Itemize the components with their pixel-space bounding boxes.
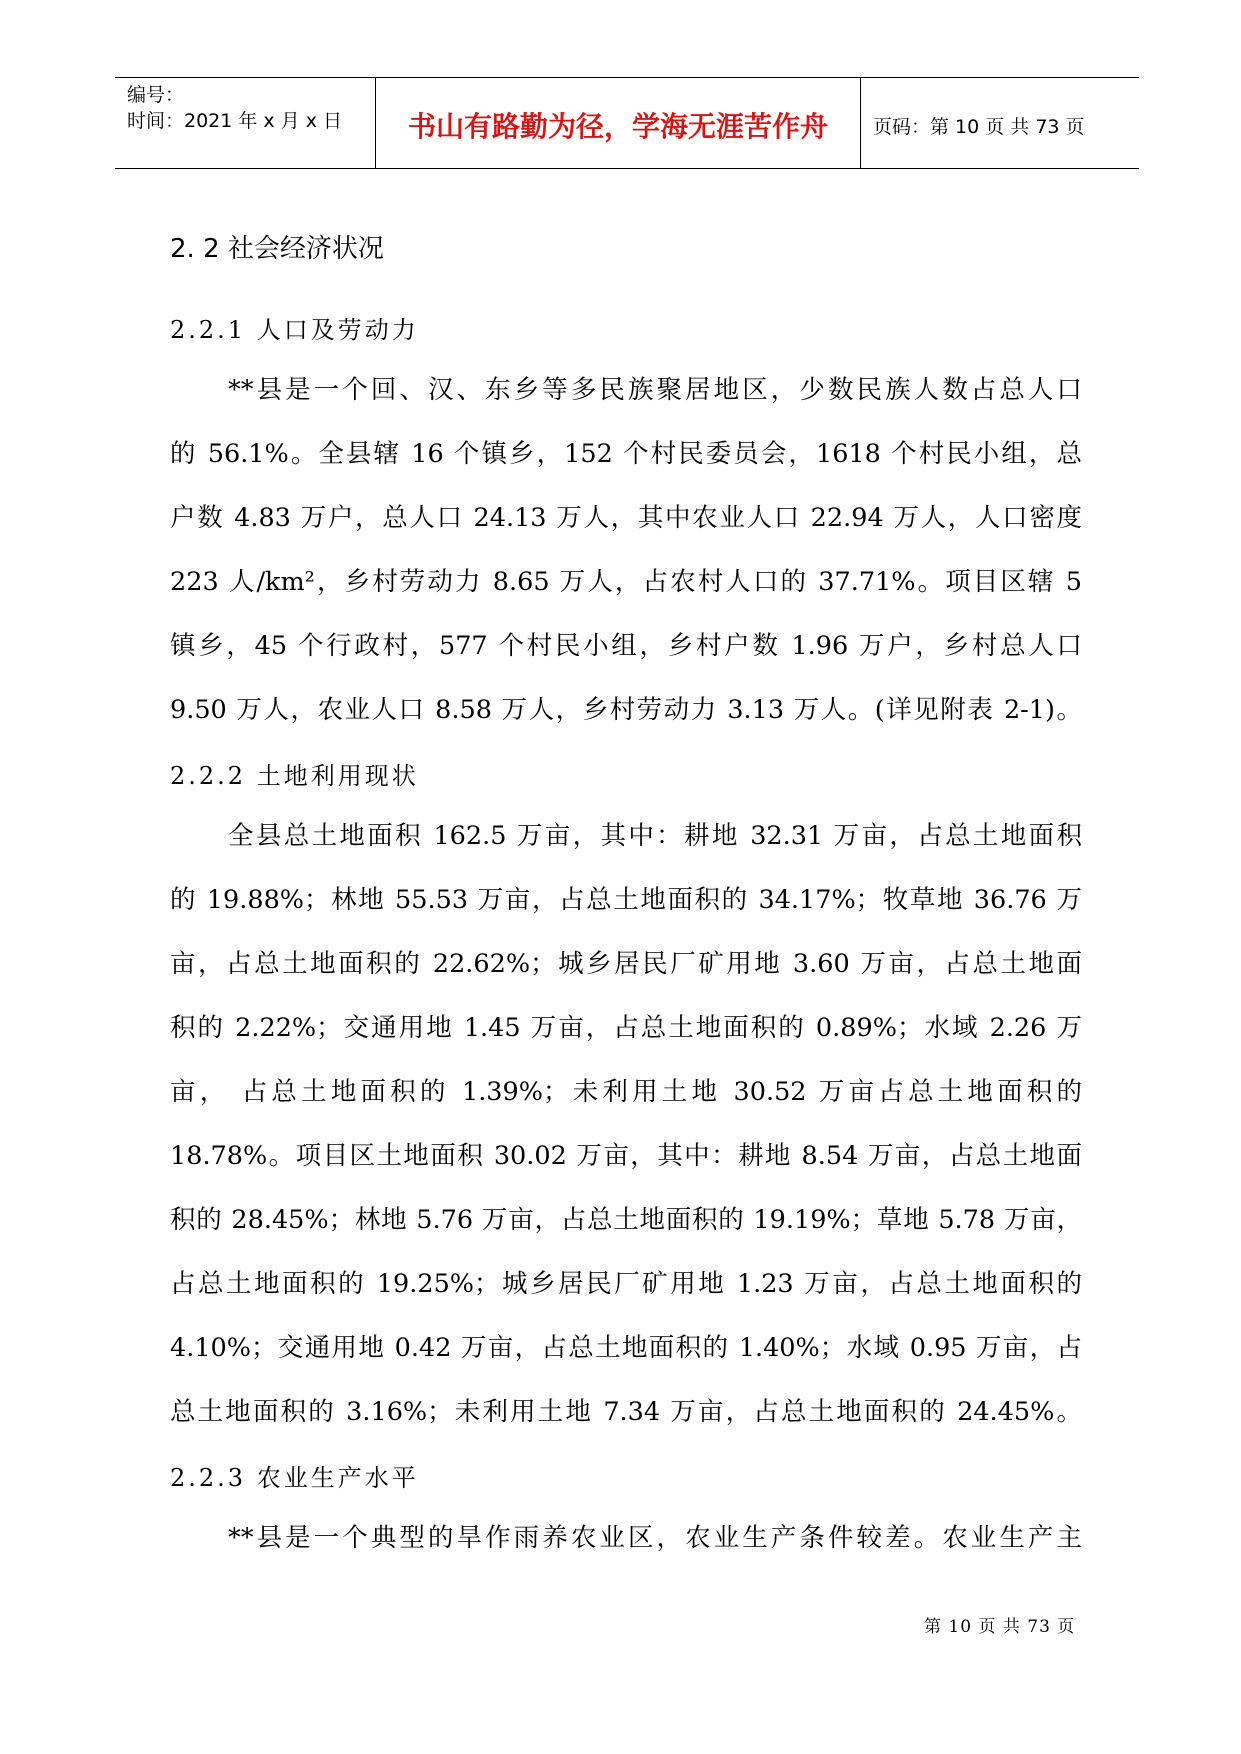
header-info-cell	[115, 78, 375, 168]
section-title-2-2-1: 2.2.1 人口及劳动力	[170, 316, 419, 344]
paragraph-line: 亩， 占总土地面积的 1.39%；未利用土地 30.52 万亩占总土地面积的	[170, 1077, 1082, 1107]
paragraph-line: 全县总土地面积 162.5 万亩，其中：耕地 32.31 万亩，占总土地面积	[228, 821, 1082, 851]
paragraph-line: 的 56.1%。全县辖 16 个镇乡，152 个村民委员会，1618 个村民小组，总	[170, 439, 1082, 469]
paragraph-line: 镇乡，45 个行政村，577 个村民小组，乡村户数 1.96 万户，乡村总人口	[170, 631, 1082, 661]
paragraph-line: **县是一个回、汉、东乡等多民族聚居地区，少数民族人数占总人口	[228, 375, 1082, 405]
paragraph-line: 总土地面积的 3.16%；未利用土地 7.34 万亩，占总土地面积的 24.45%。	[170, 1397, 1082, 1427]
motto: 书山有路勤为径，学海无涯苦作舟	[407, 110, 828, 143]
page-code: 页码：第 10 页 共 73 页	[873, 116, 1085, 138]
code-label: 编号：	[127, 84, 185, 106]
paragraph-line: 的 19.88%；林地 55.53 万亩，占总土地面积的 34.17%；牧草地 36.76 万	[170, 885, 1082, 915]
page-footer: 第 10 页 共 73 页	[924, 1617, 1076, 1637]
paragraph-line: 户数 4.83 万户，总人口 24.13 万人，其中农业人口 22.94 万人，人口密度	[170, 503, 1082, 533]
section-title-2-2-3: 2.2.3 农业生产水平	[170, 1464, 419, 1492]
paragraph-line: 4.10%；交通用地 0.42 万亩，占总土地面积的 1.40%；水域 0.95 万亩，占	[170, 1333, 1082, 1363]
time-label: 时间：2021 年 x 月 x 日	[127, 110, 343, 132]
section-title-2-2-2: 2.2.2 土地利用现状	[170, 762, 419, 790]
paragraph-line: 223 人/km²，乡村劳动力 8.65 万人，占农村人口的 37.71%。项目区辖 5	[170, 567, 1082, 597]
paragraph-line: 积的 28.45%；林地 5.76 万亩，占总土地面积的 19.19%；草地 5.78 万亩，	[170, 1205, 1082, 1235]
paragraph-line: 占总土地面积的 19.25%；城乡居民厂矿用地 1.23 万亩，占总土地面积的	[170, 1269, 1082, 1299]
section-title-2-2: 2. 2 社会经济状况	[170, 234, 384, 264]
paragraph-line: 9.50 万人，农业人口 8.58 万人，乡村劳动力 3.13 万人。(详见附表 2-1)。	[170, 695, 1082, 725]
paragraph-line: 亩，占总土地面积的 22.62%；城乡居民厂矿用地 3.60 万亩，占总土地面	[170, 949, 1082, 979]
header-page-cell	[861, 78, 1139, 168]
header-motto-cell	[375, 78, 861, 168]
paragraph-line: 18.78%。项目区土地面积 30.02 万亩，其中：耕地 8.54 万亩，占总土地面	[170, 1141, 1082, 1171]
paragraph-line: 积的 2.22%；交通用地 1.45 万亩，占总土地面积的 0.89%；水域 2.26 万	[170, 1013, 1082, 1043]
paragraph-line: **县是一个典型的旱作雨养农业区，农业生产条件较差。农业生产主	[228, 1523, 1082, 1553]
page-header	[115, 77, 1139, 169]
